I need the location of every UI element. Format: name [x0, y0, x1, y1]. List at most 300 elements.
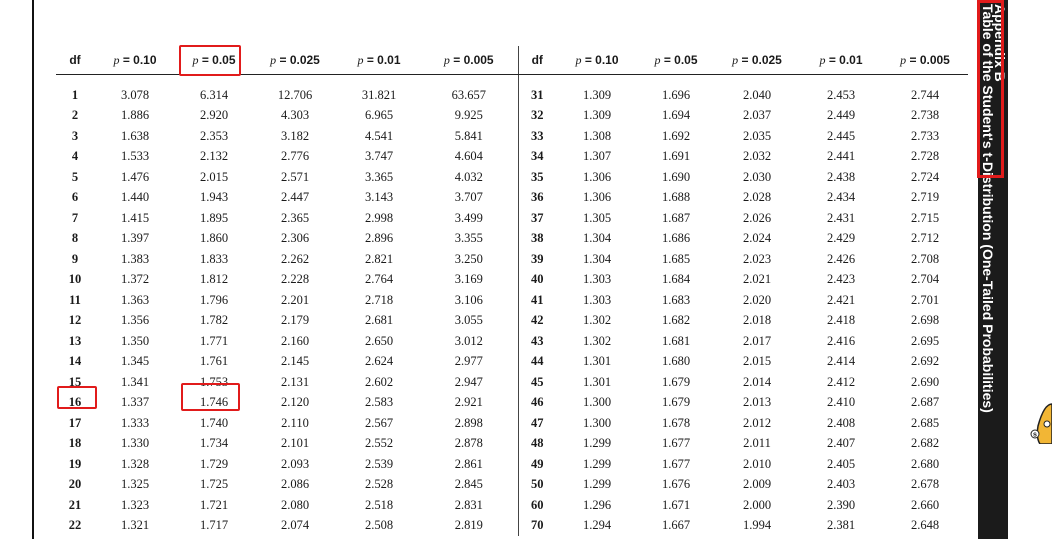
cell-p-001-left: 2.528 — [364, 477, 394, 492]
cell-p-005-left: 2.015 — [199, 169, 229, 184]
cell-df-right: 41 — [531, 292, 544, 307]
cell-p-0005-left: 2.845 — [420, 475, 518, 496]
cell-p-005-left: 6.314 — [199, 87, 229, 102]
cell-p-0005-right: 2.728 — [910, 149, 940, 164]
cell-p-0005-left: 4.032 — [420, 167, 518, 188]
table-row — [56, 475, 968, 496]
table-row — [56, 454, 968, 475]
cell-p-005-right: 1.692 — [661, 128, 691, 143]
cell-df-right: 60 — [531, 497, 544, 512]
cell-df-right: 46 — [531, 395, 544, 410]
cell-p-0005-left: 3.055 — [420, 311, 518, 332]
cell-p-0025-left: 2.145 — [280, 354, 310, 369]
cell-p-0005-right: 2.738 — [910, 108, 940, 123]
cell-p-010-right: 1.307 — [582, 149, 612, 164]
cell-p-005-left: 1.782 — [199, 313, 229, 328]
cell-p-001-right: 2.441 — [826, 149, 856, 164]
cell-p-005-right: 1.679 — [661, 395, 691, 410]
cell-p-001-left: 2.624 — [364, 354, 394, 369]
cell-p-001-left: 2.821 — [364, 251, 394, 266]
cell-df-left: 15 — [68, 374, 82, 389]
cell-p-010-right: 1.308 — [582, 128, 612, 143]
cell-p-001-right: 2.453 — [826, 87, 856, 102]
cell-p-005-left: 2.132 — [199, 149, 229, 164]
cell-p-005-left: 1.943 — [199, 190, 229, 205]
cell-p-0005-left: 3.250 — [420, 249, 518, 270]
cell-p-005-right: 1.683 — [661, 292, 691, 307]
cell-p-001-right: 2.414 — [826, 354, 856, 369]
cell-p-0025-left: 2.228 — [280, 272, 310, 287]
cell-p-001-left: 2.681 — [364, 313, 394, 328]
cell-p-010-left: 1.333 — [120, 415, 150, 430]
cell-p-0005-left: 3.169 — [420, 270, 518, 291]
cell-df-left: 13 — [68, 333, 82, 348]
table-body — [56, 75, 968, 537]
cell-p-0005-right: 2.690 — [910, 374, 940, 389]
cell-p-0005-left: 3.106 — [420, 290, 518, 311]
cell-p-005-left: 1.746 — [199, 395, 229, 410]
cell-p-0025-left: 2.365 — [280, 210, 310, 225]
cell-df-right: 45 — [531, 374, 544, 389]
cell-p-005-right: 1.676 — [661, 477, 691, 492]
cell-p-005-right: 1.685 — [661, 251, 691, 266]
cell-df-right: 43 — [531, 333, 544, 348]
table-title: Table of the Student's t-Distribution (One-Tailed Probabilities) — [980, 4, 996, 413]
cell-p-0025-right: 2.010 — [742, 456, 772, 471]
cell-p-0025-left: 4.303 — [280, 108, 310, 123]
cell-p-0005-right: 2.687 — [910, 395, 940, 410]
cell-p-005-left: 2.920 — [199, 108, 229, 123]
cell-p-001-right: 2.412 — [826, 374, 856, 389]
cell-p-0025-left: 12.706 — [277, 87, 313, 102]
cell-p-0025-left: 2.776 — [280, 149, 310, 164]
table-row — [56, 147, 968, 168]
cell-p-0025-right: 2.018 — [742, 313, 772, 328]
cell-p-005-right: 1.688 — [661, 190, 691, 205]
header-p-005-left: p = 0.05 — [176, 46, 252, 75]
cell-p-001-left: 2.583 — [364, 395, 394, 410]
cell-p-010-left: 1.341 — [120, 374, 150, 389]
cell-p-0025-left: 3.182 — [280, 128, 310, 143]
cell-p-0005-left: 3.012 — [420, 331, 518, 352]
cell-p-001-left: 2.998 — [364, 210, 394, 225]
cell-p-0005-left: 4.604 — [420, 147, 518, 168]
cell-p-001-right: 2.438 — [826, 169, 856, 184]
cell-p-001-right: 2.421 — [826, 292, 856, 307]
cell-p-001-left: 31.821 — [361, 87, 397, 102]
cell-p-001-left: 3.143 — [364, 190, 394, 205]
cell-p-0005-left: 2.831 — [420, 495, 518, 516]
cell-p-0005-right: 2.715 — [910, 210, 940, 225]
cell-p-010-left: 1.321 — [120, 518, 150, 533]
cell-p-001-right: 2.418 — [826, 313, 856, 328]
cell-df-right: 40 — [531, 272, 544, 287]
table-row — [56, 188, 968, 209]
cell-df-left: 18 — [68, 436, 82, 451]
cell-df-left: 22 — [68, 518, 82, 533]
table-row — [56, 331, 968, 352]
cell-p-0025-right: 2.037 — [742, 108, 772, 123]
cell-p-0005-left: 2.977 — [420, 352, 518, 373]
header-p-010-right: p = 0.10 — [556, 46, 638, 75]
cell-p-001-left: 2.567 — [364, 415, 394, 430]
cell-p-010-right: 1.294 — [582, 518, 612, 533]
header-p-001-left: p = 0.01 — [338, 46, 420, 75]
cell-p-005-right: 1.686 — [661, 231, 691, 246]
cell-df-left: 14 — [68, 354, 82, 369]
cell-p-0005-left: 3.707 — [420, 188, 518, 209]
cell-p-010-right: 1.300 — [582, 395, 612, 410]
cell-p-005-right: 1.691 — [661, 149, 691, 164]
table-row — [56, 311, 968, 332]
cell-p-010-left: 1.886 — [120, 108, 150, 123]
cell-p-005-left: 1.796 — [199, 292, 229, 307]
cell-p-010-left: 1.372 — [120, 272, 150, 287]
cell-p-0025-right: 2.009 — [742, 477, 772, 492]
cell-p-001-right: 2.403 — [826, 477, 856, 492]
cell-df-left: 4 — [71, 149, 79, 164]
cell-p-010-left: 1.397 — [120, 231, 150, 246]
cell-p-0025-left: 2.120 — [280, 395, 310, 410]
cell-p-005-right: 1.690 — [661, 169, 691, 184]
cell-p-0025-right: 2.028 — [742, 190, 772, 205]
cell-p-0025-right: 2.013 — [742, 395, 772, 410]
cell-p-0005-right: 2.695 — [910, 333, 940, 348]
header-p-001-right: p = 0.01 — [800, 46, 882, 75]
cell-p-005-left: 1.729 — [199, 456, 229, 471]
mascot-icon — [1030, 400, 1052, 444]
cell-p-010-right: 1.300 — [582, 415, 612, 430]
cell-p-001-right: 2.381 — [826, 518, 856, 533]
cell-p-010-left: 1.325 — [120, 477, 150, 492]
table-row — [56, 229, 968, 250]
cell-p-0005-right: 2.680 — [910, 456, 940, 471]
cell-p-005-right: 1.684 — [661, 272, 691, 287]
cell-p-005-left: 1.812 — [199, 272, 229, 287]
cell-p-005-right: 1.696 — [661, 87, 691, 102]
cell-p-010-right: 1.309 — [582, 108, 612, 123]
cell-p-005-left: 2.353 — [199, 128, 229, 143]
cell-p-001-left: 2.650 — [364, 333, 394, 348]
cell-p-0005-right: 2.701 — [910, 292, 940, 307]
cell-p-0005-left: 3.499 — [420, 208, 518, 229]
cell-p-0025-right: 2.026 — [742, 210, 772, 225]
cell-p-0025-left: 2.101 — [280, 436, 310, 451]
cell-p-010-right: 1.296 — [582, 497, 612, 512]
table-row — [56, 352, 968, 373]
cell-df-right: 50 — [531, 477, 544, 492]
cell-p-005-left: 1.734 — [199, 436, 229, 451]
cell-p-010-right: 1.306 — [582, 169, 612, 184]
cell-df-left: 21 — [68, 497, 82, 512]
header-p-005-right: p = 0.05 — [638, 46, 714, 75]
cell-p-005-left: 1.740 — [199, 415, 229, 430]
cell-p-005-right: 1.694 — [661, 108, 691, 123]
cell-p-010-right: 1.301 — [582, 374, 612, 389]
cell-p-010-left: 1.638 — [120, 128, 150, 143]
cell-p-005-left: 1.761 — [199, 354, 229, 369]
cell-p-0025-left: 2.262 — [280, 251, 310, 266]
cell-p-001-right: 2.405 — [826, 456, 856, 471]
cell-p-0025-right: 2.040 — [742, 87, 772, 102]
cell-p-001-left: 2.552 — [364, 436, 394, 451]
cell-df-right: 32 — [531, 108, 544, 123]
cell-p-005-right: 1.667 — [661, 518, 691, 533]
cell-p-0005-right: 2.708 — [910, 251, 940, 266]
cell-p-005-left: 1.717 — [199, 518, 229, 533]
cell-df-left: 12 — [68, 313, 82, 328]
cell-df-right: 47 — [531, 415, 544, 430]
cell-df-left: 5 — [71, 169, 79, 184]
cell-df-right: 44 — [531, 354, 544, 369]
cell-p-0005-left: 3.355 — [420, 229, 518, 250]
cell-df-right: 36 — [531, 190, 544, 205]
cell-p-001-right: 2.449 — [826, 108, 856, 123]
header-df-right: df — [518, 46, 556, 75]
cell-df-left: 3 — [71, 128, 79, 143]
cell-p-010-left: 1.345 — [120, 354, 150, 369]
cell-p-001-left: 2.764 — [364, 272, 394, 287]
cell-p-001-right: 2.390 — [826, 497, 856, 512]
cell-p-0005-left: 9.925 — [420, 106, 518, 127]
cell-p-005-left: 1.895 — [199, 210, 229, 225]
cell-p-005-right: 1.687 — [661, 210, 691, 225]
cell-p-0025-left: 2.306 — [280, 231, 310, 246]
cell-p-0025-left: 2.093 — [280, 456, 310, 471]
cell-p-0025-right: 2.014 — [742, 374, 772, 389]
cell-p-001-right: 2.416 — [826, 333, 856, 348]
cell-df-right: 39 — [531, 251, 544, 266]
cell-p-0005-right: 2.682 — [910, 436, 940, 451]
cell-p-001-right: 2.434 — [826, 190, 856, 205]
table-row — [56, 270, 968, 291]
cell-p-005-left: 1.860 — [199, 231, 229, 246]
cell-p-0025-left: 2.131 — [280, 374, 310, 389]
cell-df-left: 11 — [69, 292, 81, 307]
cell-p-010-right: 1.302 — [582, 313, 612, 328]
header-df-left: df — [56, 46, 94, 75]
cell-p-0005-left: 5.841 — [420, 126, 518, 147]
cell-p-0025-right: 2.020 — [742, 292, 772, 307]
table-row — [56, 106, 968, 127]
cell-p-0005-right: 2.744 — [910, 87, 940, 102]
cell-p-010-right: 1.304 — [582, 231, 612, 246]
cell-p-0005-right: 2.648 — [910, 518, 940, 533]
cell-p-0025-right: 2.000 — [742, 497, 772, 512]
cell-p-010-right: 1.302 — [582, 333, 612, 348]
cell-p-010-left: 1.328 — [120, 456, 150, 471]
cell-p-001-right: 2.408 — [826, 415, 856, 430]
cell-p-001-left: 2.896 — [364, 231, 394, 246]
cell-p-0005-left: 2.898 — [420, 413, 518, 434]
cell-p-0025-left: 2.160 — [280, 333, 310, 348]
cell-p-001-right: 2.423 — [826, 272, 856, 287]
cell-p-001-left: 2.518 — [364, 497, 394, 512]
cell-p-010-left: 3.078 — [120, 87, 150, 102]
cell-df-left: 19 — [68, 456, 82, 471]
cell-df-right: 37 — [531, 210, 544, 225]
cell-p-010-left: 1.350 — [120, 333, 150, 348]
cell-p-010-left: 1.533 — [120, 149, 150, 164]
cell-p-010-right: 1.305 — [582, 210, 612, 225]
cell-p-005-right: 1.677 — [661, 436, 691, 451]
cell-p-0005-left: 2.819 — [420, 516, 518, 537]
cell-p-005-left: 1.833 — [199, 251, 229, 266]
header-p-0005-right: p = 0.005 — [882, 46, 968, 75]
cell-p-001-right: 2.426 — [826, 251, 856, 266]
cell-p-001-left: 3.365 — [364, 169, 394, 184]
cell-p-005-left: 1.753 — [199, 374, 229, 389]
cell-p-010-right: 1.306 — [582, 190, 612, 205]
cell-p-010-left: 1.383 — [120, 251, 150, 266]
cell-p-001-left: 2.602 — [364, 374, 394, 389]
cell-p-010-right: 1.299 — [582, 456, 612, 471]
cell-p-0025-right: 2.023 — [742, 251, 772, 266]
cell-df-left: 20 — [68, 477, 82, 492]
cell-p-0025-right: 2.032 — [742, 149, 772, 164]
cell-df-left: 1 — [71, 87, 79, 102]
header-row — [56, 46, 968, 75]
table-row — [56, 208, 968, 229]
cell-p-0025-left: 2.110 — [281, 415, 309, 430]
cell-df-left: 16 — [68, 395, 82, 410]
cell-p-0025-right: 2.024 — [742, 231, 772, 246]
table-row — [56, 516, 968, 537]
highlight-appendix-title — [977, 0, 1004, 178]
cell-df-right: 38 — [531, 231, 544, 246]
mascot-letter: s — [1033, 431, 1037, 439]
cell-p-0025-left: 2.086 — [280, 477, 310, 492]
cell-p-0025-right: 1.994 — [742, 518, 772, 533]
cell-p-001-right: 2.410 — [826, 395, 856, 410]
table-row — [56, 167, 968, 188]
t-distribution-table — [56, 46, 968, 536]
cell-p-0025-left: 2.179 — [280, 313, 310, 328]
cell-p-010-right: 1.303 — [582, 292, 612, 307]
cell-df-right: 31 — [531, 87, 544, 102]
cell-p-001-right: 2.431 — [826, 210, 856, 225]
cell-p-010-left: 1.415 — [120, 210, 150, 225]
cell-p-0005-right: 2.724 — [910, 169, 940, 184]
cell-p-0025-right: 2.012 — [742, 415, 772, 430]
cell-p-0005-left: 2.921 — [420, 393, 518, 414]
cell-p-010-right: 1.299 — [582, 477, 612, 492]
cell-p-0025-left: 2.201 — [280, 292, 310, 307]
cell-p-0005-right: 2.719 — [910, 190, 940, 205]
cell-p-0005-right: 2.678 — [910, 477, 940, 492]
cell-p-010-left: 1.356 — [120, 313, 150, 328]
cell-p-0025-right: 2.030 — [742, 169, 772, 184]
appendix-label: Appendix B — [992, 4, 1008, 82]
cell-p-001-right: 2.407 — [826, 436, 856, 451]
table-row — [56, 372, 968, 393]
table-row — [56, 290, 968, 311]
cell-p-0005-left: 63.657 — [420, 75, 518, 106]
cell-p-001-left: 2.718 — [364, 292, 394, 307]
cell-p-010-left: 1.476 — [120, 169, 150, 184]
cell-p-0005-right: 2.692 — [910, 354, 940, 369]
cell-p-005-right: 1.680 — [661, 354, 691, 369]
cell-df-left: 9 — [71, 251, 79, 266]
cell-p-0025-right: 2.017 — [742, 333, 772, 348]
table-row — [56, 75, 968, 106]
cell-p-0005-left: 2.947 — [420, 372, 518, 393]
cell-p-0005-right: 2.712 — [910, 231, 940, 246]
cell-p-0025-right: 2.021 — [742, 272, 772, 287]
cell-df-right: 70 — [531, 518, 544, 533]
cell-p-001-left: 6.965 — [364, 108, 394, 123]
cell-p-0025-right: 2.035 — [742, 128, 772, 143]
cell-df-left: 8 — [71, 231, 79, 246]
cell-p-0025-right: 2.011 — [743, 436, 771, 451]
cell-df-left: 2 — [71, 108, 79, 123]
cell-p-0005-right: 2.685 — [910, 415, 940, 430]
cell-p-001-left: 2.508 — [364, 518, 394, 533]
table-row — [56, 434, 968, 455]
cell-p-010-right: 1.304 — [582, 251, 612, 266]
cell-df-right: 33 — [531, 128, 544, 143]
cell-p-005-right: 1.677 — [661, 456, 691, 471]
cell-p-0005-right: 2.704 — [910, 272, 940, 287]
cell-p-0005-right: 2.698 — [910, 313, 940, 328]
cell-p-005-right: 1.682 — [661, 313, 691, 328]
cell-p-010-left: 1.363 — [120, 292, 150, 307]
table-row — [56, 393, 968, 414]
cell-p-0025-left: 2.074 — [280, 518, 310, 533]
cell-p-005-left: 1.771 — [199, 333, 229, 348]
cell-p-0005-right: 2.733 — [910, 128, 940, 143]
cell-p-005-right: 1.671 — [661, 497, 691, 512]
cell-df-right: 48 — [531, 436, 544, 451]
cell-p-010-right: 1.309 — [582, 87, 612, 102]
cell-p-001-right: 2.429 — [826, 231, 856, 246]
header-p-010-left: p = 0.10 — [94, 46, 176, 75]
cell-df-left: 10 — [68, 272, 82, 287]
page-edge-line — [32, 0, 34, 539]
cell-p-001-left: 3.747 — [364, 149, 394, 164]
cell-p-005-left: 1.721 — [199, 497, 229, 512]
cell-p-010-right: 1.303 — [582, 272, 612, 287]
cell-df-right: 49 — [531, 456, 544, 471]
cell-p-001-left: 2.539 — [364, 456, 394, 471]
cell-p-0005-left: 2.861 — [420, 454, 518, 475]
header-p-0005-left: p = 0.005 — [420, 46, 518, 75]
table-row — [56, 495, 968, 516]
cell-p-0025-left: 2.080 — [280, 497, 310, 512]
header-p-0025-left: p = 0.025 — [252, 46, 338, 75]
table-row — [56, 413, 968, 434]
cell-p-0025-left: 2.571 — [280, 169, 310, 184]
cell-p-0025-left: 2.447 — [280, 190, 310, 205]
cell-p-010-right: 1.301 — [582, 354, 612, 369]
cell-p-005-right: 1.681 — [661, 333, 691, 348]
t-distribution-table-container — [56, 46, 968, 536]
cell-p-0025-right: 2.015 — [742, 354, 772, 369]
cell-p-010-right: 1.299 — [582, 436, 612, 451]
cell-p-001-left: 4.541 — [364, 128, 394, 143]
cell-df-left: 7 — [71, 210, 79, 225]
table-row — [56, 126, 968, 147]
cell-p-005-left: 1.725 — [199, 477, 229, 492]
header-p-0025-right: p = 0.025 — [714, 46, 800, 75]
cell-p-0005-right: 2.660 — [910, 497, 940, 512]
cell-df-left: 6 — [71, 190, 79, 205]
cell-df-right: 35 — [531, 169, 544, 184]
cell-p-0005-left: 2.878 — [420, 434, 518, 455]
cell-p-005-right: 1.678 — [661, 415, 691, 430]
cell-df-left: 17 — [68, 415, 82, 430]
table-row — [56, 249, 968, 270]
